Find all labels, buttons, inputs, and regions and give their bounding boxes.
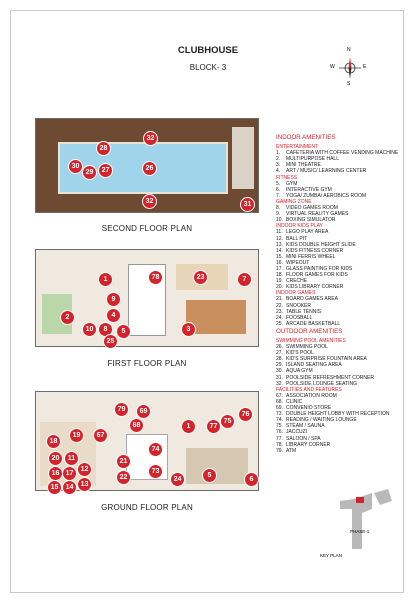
marker-76: 76 — [238, 407, 253, 422]
legend-kids-title: INDOOR KIDS PLAY — [276, 223, 323, 230]
legend-item-number: 11. — [276, 229, 283, 236]
legend-item-text: CONVENIO STORE — [286, 405, 332, 412]
legend-item-text: SWIMMING POOL — [286, 344, 328, 351]
legend-item-text: ASSOCIATION ROOM — [286, 392, 337, 399]
legend-item-text: TABLE TENNIS — [286, 308, 322, 315]
first-floor-label: FIRST FLOOR PLAN — [107, 359, 187, 368]
marker-1-first: 1 — [98, 272, 113, 287]
marker-11: 11 — [64, 451, 79, 466]
marker-32a: 32 — [143, 131, 158, 146]
legend-item-number: 13. — [276, 241, 283, 248]
legend-item-number: 79. — [276, 447, 283, 454]
marker-15: 15 — [47, 480, 62, 495]
phase-label: PHASE-1 — [350, 529, 370, 534]
legend-item-text: AQUA GYM — [286, 368, 313, 375]
key-plan-label: KEY PLAN — [320, 553, 342, 558]
legend-facilities-title: FACILITIES AND FEATURES — [276, 386, 342, 393]
legend-entertainment-list — [276, 150, 411, 174]
legend-item-text: YOGA/ ZUMBA/ AEROBICS ROOM — [286, 192, 367, 199]
marker-29: 29 — [82, 165, 97, 180]
legend-item-number: 2. — [276, 156, 281, 163]
legend-item-text: WIPEOUT — [286, 259, 310, 266]
key-plan — [320, 479, 398, 563]
legend-item-number: 4. — [276, 168, 281, 175]
legend-games-title: INDOOR GAMES — [276, 290, 316, 297]
legend-item — [276, 321, 411, 327]
marker-28: 28 — [96, 141, 111, 156]
legend-item-text: MINI THEATRE — [286, 162, 321, 169]
gym-floor — [186, 448, 248, 484]
block-subtitle: BLOCK- 3 — [189, 63, 227, 72]
legend-item-number: 28. — [276, 356, 283, 363]
marker-10: 10 — [82, 322, 97, 337]
marker-16: 16 — [48, 466, 63, 481]
legend-item-number: 73. — [276, 411, 283, 418]
legend-item-text: KIDS DOUBLE HEIGHT SLIDE — [286, 241, 356, 248]
marker-12: 12 — [77, 462, 92, 477]
legend-item — [276, 168, 411, 174]
marker-75: 75 — [220, 414, 235, 429]
legend-item-text: FLOOR GAMES FOR KIDS — [286, 272, 348, 279]
legend-item-text: SALOON / SPA — [286, 435, 321, 442]
legend-item-text: ART / MUSIC/ LEARNING CENTER — [286, 168, 367, 175]
marker-7: 7 — [237, 272, 252, 287]
legend-item-number: 14. — [276, 247, 283, 254]
legend-item-number: 69. — [276, 405, 283, 412]
ground-floor-plan — [35, 391, 259, 491]
legend-item-text: POOLSIDE LOUNGE SEATING — [286, 380, 358, 387]
legend-item-number: 21. — [276, 296, 283, 303]
page-title: CLUBHOUSE — [177, 45, 239, 56]
legend-item-number: 22. — [276, 302, 283, 309]
legend-item-number: 23. — [276, 308, 283, 315]
marker-24: 24 — [170, 472, 185, 487]
legend-item-text: READING / WAITING LOUNGE — [286, 417, 357, 424]
marker-30: 30 — [68, 159, 83, 174]
marker-9: 9 — [106, 292, 121, 307]
legend-item — [276, 381, 411, 387]
legend-item-text: VIDEO GAMES ROOM — [286, 205, 338, 212]
first-floor-plan — [35, 249, 259, 347]
marker-31: 31 — [240, 197, 255, 212]
legend-item-number: 30. — [276, 368, 283, 375]
marker-19: 19 — [69, 428, 84, 443]
marker-77: 77 — [206, 419, 221, 434]
marker-79: 79 — [114, 402, 129, 417]
legend-gaming-list — [276, 205, 411, 223]
second-floor-plan — [35, 118, 259, 213]
second-floor-label: SECOND FLOOR PLAN — [101, 224, 193, 233]
legend-item-number: 25. — [276, 320, 283, 327]
legend-item-number: 1. — [276, 150, 281, 157]
legend-item-number: 78. — [276, 441, 283, 448]
legend-item-number: 67. — [276, 392, 283, 399]
legend-item-number: 8. — [276, 205, 281, 212]
legend-item-number: 76. — [276, 429, 283, 436]
amenities-legend — [276, 133, 411, 454]
legend-item-number: 24. — [276, 314, 283, 321]
marker-27: 27 — [98, 163, 113, 178]
legend-item-number: 19. — [276, 278, 283, 285]
marker-32b: 32 — [142, 194, 157, 209]
legend-item-number: 74. — [276, 417, 283, 424]
marker-73: 73 — [148, 464, 163, 479]
legend-item — [276, 448, 411, 454]
legend-item-text: FOOSBALL — [286, 314, 313, 321]
marker-14: 14 — [62, 480, 77, 495]
legend-item-number: 3. — [276, 162, 281, 169]
legend-item-text: DOUBLE HEIGHT LOBBY WITH RECEPTION — [286, 411, 390, 418]
marker-20: 20 — [48, 451, 63, 466]
legend-item-text: KID'S SURPRISE FOUNTAIN AREA — [286, 356, 367, 363]
marker-17: 17 — [62, 466, 77, 481]
brochure-sheet — [10, 10, 404, 593]
marker-26: 26 — [142, 161, 157, 176]
legend-fitness-list — [276, 181, 411, 199]
legend-item-number: 18. — [276, 272, 283, 279]
legend-item-number: 17. — [276, 265, 283, 272]
legend-item-number: 29. — [276, 362, 283, 369]
legend-item-text: SNOOKER — [286, 302, 312, 309]
marker-74: 74 — [148, 442, 163, 457]
legend-item-text: CLINIC — [286, 398, 303, 405]
marker-78: 78 — [148, 270, 163, 285]
legend-item-number: 77. — [276, 435, 283, 442]
legend-games-list — [276, 296, 411, 326]
legend-item-text: VIRTUAL REALITY GAMES — [286, 211, 349, 218]
marker-6: 6 — [244, 472, 259, 487]
legend-indoor-title: INDOOR AMENITIES — [276, 134, 336, 141]
legend-item-number: 10. — [276, 217, 283, 224]
legend-item-text: BOARD GAMES AREA — [286, 296, 338, 303]
legend-item-text: STEAM / SAUNA — [286, 423, 325, 430]
marker-5-ground: 5 — [202, 468, 217, 483]
legend-pool-list — [276, 344, 411, 387]
legend-item-number: 6. — [276, 186, 281, 193]
legend-item-text: KID'S POOL — [286, 350, 314, 357]
legend-outdoor-title: OUTDOOR AMENITIES — [276, 327, 343, 335]
legend-gaming-title: GAMING ZONE — [276, 198, 312, 205]
marker-4: 4 — [106, 308, 121, 323]
legend-item-number: 7. — [276, 192, 281, 199]
legend-item-text: BOXING SIMULATOR — [286, 217, 336, 224]
stair-core — [232, 127, 254, 189]
legend-fitness-title: FITNESS — [276, 174, 298, 181]
legend-item-number: 31. — [276, 374, 283, 381]
legend-item-number: 16. — [276, 259, 283, 266]
legend-item-number: 15. — [276, 253, 283, 260]
marker-25: 25 — [103, 334, 118, 349]
legend-item-text: CRECHE — [286, 278, 308, 285]
legend-item-text: POOLSIDE REFRESHMENT CORNER — [286, 374, 374, 381]
legend-item-text: GLASS PAINTING FOR KIDS — [286, 265, 353, 272]
legend-item-number: 26. — [276, 344, 283, 351]
legend-item-number: 27. — [276, 350, 283, 357]
marker-18: 18 — [46, 434, 61, 449]
legend-item-number: 9. — [276, 211, 281, 218]
legend-item-number: 12. — [276, 235, 283, 242]
marker-23: 23 — [193, 270, 208, 285]
marker-67: 67 — [93, 428, 108, 443]
marker-22: 22 — [116, 470, 131, 485]
marker-5-first: 5 — [116, 324, 131, 339]
legend-item-text: GYM — [286, 180, 298, 187]
legend-item-number: 75. — [276, 423, 283, 430]
legend-item-text: LIBRARY CORNER — [286, 441, 331, 448]
legend-item-text: CAFETERIA WITH COFFEE VENDING MACHINE — [286, 150, 399, 157]
legend-item-text: JACCUZI — [286, 429, 308, 436]
marker-13: 13 — [77, 477, 92, 492]
ground-floor-label: GROUND FLOOR PLAN — [101, 503, 193, 512]
legend-entertainment-title: ENTERTAINMENT — [276, 144, 319, 151]
marker-2: 2 — [60, 310, 75, 325]
compass-n: N — [347, 47, 351, 53]
compass-s: S — [347, 81, 351, 87]
legend-item-number: 68. — [276, 398, 283, 405]
legend-item-text: KIDS FITNESS CORNER — [286, 247, 344, 254]
legend-item-text: LEGO PLAY AREA — [286, 229, 329, 236]
legend-item-text: ATM — [286, 447, 297, 454]
compass-w: W — [330, 64, 335, 70]
legend-item-text: ARCADE BASKETBALL — [286, 320, 341, 327]
marker-3: 3 — [181, 322, 196, 337]
legend-item-number: 5. — [276, 180, 281, 187]
marker-21: 21 — [116, 454, 131, 469]
legend-facilities-list — [276, 393, 411, 454]
legend-item-text: INTERACTIVE GYM — [286, 186, 332, 193]
compass-e: E — [363, 64, 367, 70]
marker-1-ground: 1 — [181, 419, 196, 434]
legend-item-text: MINI FERRIS WHEEL — [286, 253, 336, 260]
legend-item-number: 20. — [276, 284, 283, 291]
marker-8: 8 — [98, 322, 113, 337]
marker-69: 69 — [136, 404, 151, 419]
legend-kids-list — [276, 229, 411, 290]
marker-68: 68 — [129, 418, 144, 433]
legend-item-text: MULTIPURPOSE HALL — [286, 156, 339, 163]
legend-pool-title: SWIMMING POOL AMENITIES — [276, 338, 346, 344]
legend-item-text: BALL PIT — [286, 235, 308, 242]
legend-item-number: 32. — [276, 380, 283, 387]
legend-item-text: ISLAND SEATING AREA — [286, 362, 342, 369]
compass-icon — [330, 47, 367, 87]
legend-item-text: KIDS LIBRARY CORNER — [286, 284, 344, 291]
